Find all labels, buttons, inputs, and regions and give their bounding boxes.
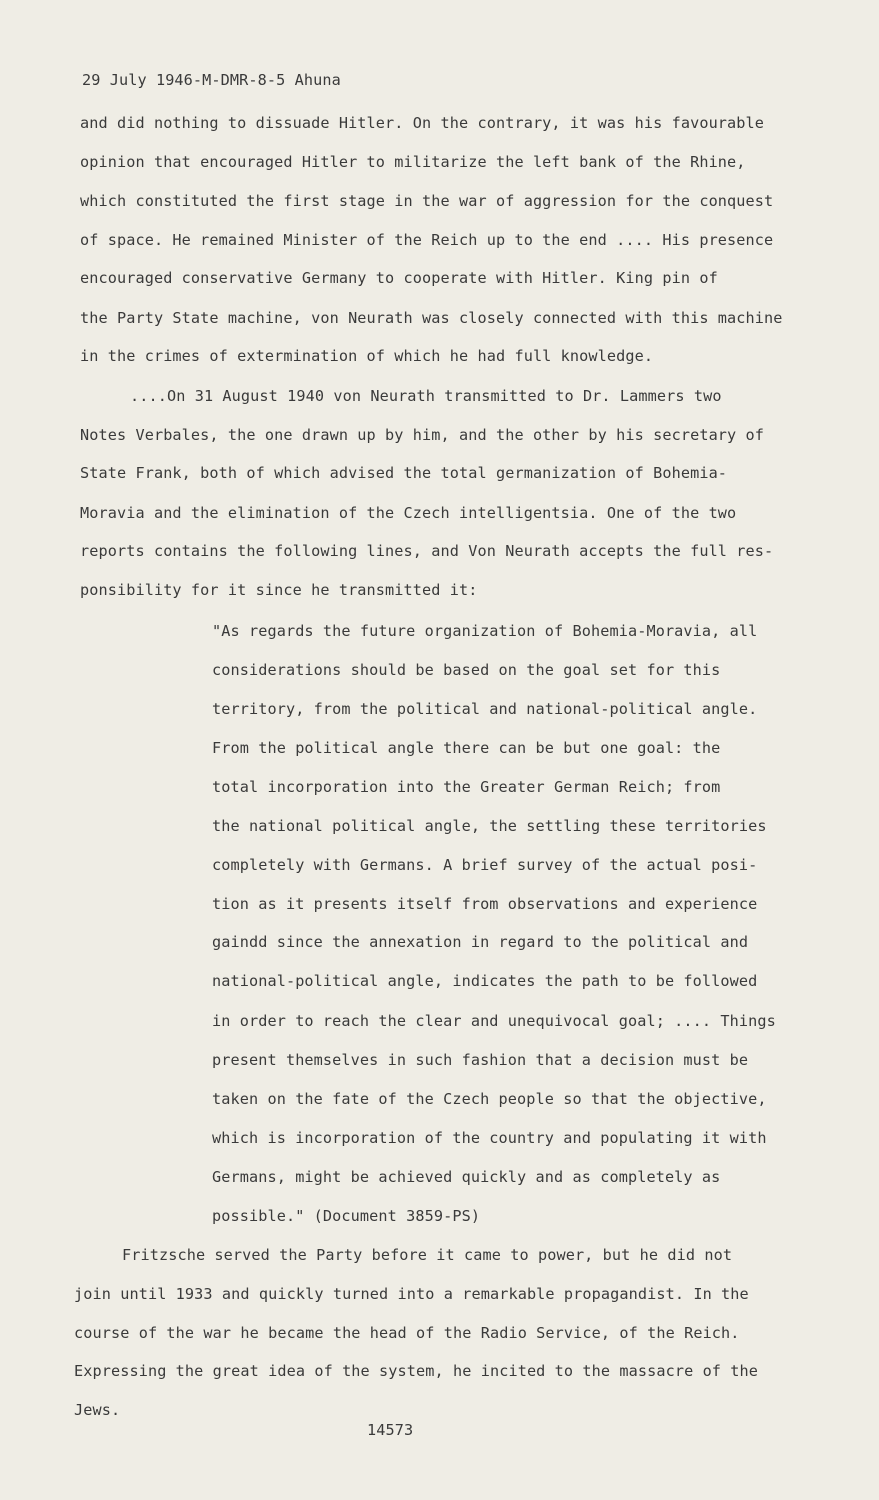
text-line: course of the war he became the head of the Radio Service, of the Reich. bbox=[74, 1324, 740, 1342]
text-line: ponsibility for it since he transmitted it: bbox=[80, 581, 478, 599]
quote-line: taken on the fate of the Czech people so that the objective, bbox=[212, 1090, 767, 1108]
text-line: of space. He remained Minister of the Reich up to the end .... His presence bbox=[80, 231, 774, 249]
text-line: State Frank, both of which advised the total germanization of Bohemia- bbox=[80, 464, 728, 482]
text-line: reports contains the following lines, and Von Neurath accepts the full res- bbox=[80, 542, 774, 560]
quote-line: national-political angle, indicates the path to be followed bbox=[212, 972, 758, 990]
quote-line: possible." (Document 3859-PS) bbox=[212, 1207, 481, 1225]
text-line: in the crimes of extermination of which he had full knowledge. bbox=[80, 347, 654, 365]
quote-line: considerations should be based on the goal set for this bbox=[212, 661, 721, 679]
quote-line: territory, from the political and national-political angle. bbox=[212, 700, 758, 718]
quote-line: tion as it presents itself from observations and experience bbox=[212, 895, 758, 913]
quote-line: present themselves in such fashion that a decision must be bbox=[212, 1051, 749, 1069]
text-line: Expressing the great idea of the system, he incited to the massacre of the bbox=[74, 1362, 759, 1380]
text-line: Fritzsche served the Party before it came to power, but he did not bbox=[122, 1246, 733, 1264]
quote-line: total incorporation into the Greater German Reich; from bbox=[212, 778, 721, 796]
page-number: 14573 bbox=[367, 1421, 414, 1439]
quote-line: gaindd since the annexation in regard to the political and bbox=[212, 933, 749, 951]
text-line: encouraged conservative Germany to cooperate with Hitler. King pin of bbox=[80, 269, 718, 287]
quote-line: completely with Germans. A brief survey of the actual posi- bbox=[212, 856, 758, 874]
quote-line: the national political angle, the settling these territories bbox=[212, 817, 767, 835]
text-line: join until 1933 and quickly turned into a remarkable propagandist. In the bbox=[74, 1285, 749, 1303]
quote-line: "As regards the future organization of Bohemia-Moravia, all bbox=[212, 622, 758, 640]
quote-line: in order to reach the clear and unequivocal goal; .... Things bbox=[212, 1012, 776, 1030]
text-line: opinion that encouraged Hitler to militarize the left bank of the Rhine, bbox=[80, 153, 746, 171]
quote-line: Germans, might be achieved quickly and as completely as bbox=[212, 1168, 721, 1186]
text-line: the Party State machine, von Neurath was closely connected with this machine bbox=[80, 309, 783, 327]
text-line: Jews. bbox=[74, 1401, 121, 1419]
text-line: Notes Verbales, the one drawn up by him, and the other by his secretary of bbox=[80, 426, 765, 444]
quote-line: which is incorporation of the country and populating it with bbox=[212, 1129, 767, 1147]
text-line: ....On 31 August 1940 von Neurath transmitted to Dr. Lammers two bbox=[130, 387, 722, 405]
page-header: 29 July 1946-M-DMR-8-5 Ahuna bbox=[82, 71, 341, 89]
quote-line: From the political angle there can be but one goal: the bbox=[212, 739, 721, 757]
text-line: and did nothing to dissuade Hitler. On the contrary, it was his favourable bbox=[80, 114, 765, 132]
text-line: Moravia and the elimination of the Czech intelligentsia. One of the two bbox=[80, 504, 737, 522]
text-line: which constituted the first stage in the war of aggression for the conquest bbox=[80, 192, 774, 210]
